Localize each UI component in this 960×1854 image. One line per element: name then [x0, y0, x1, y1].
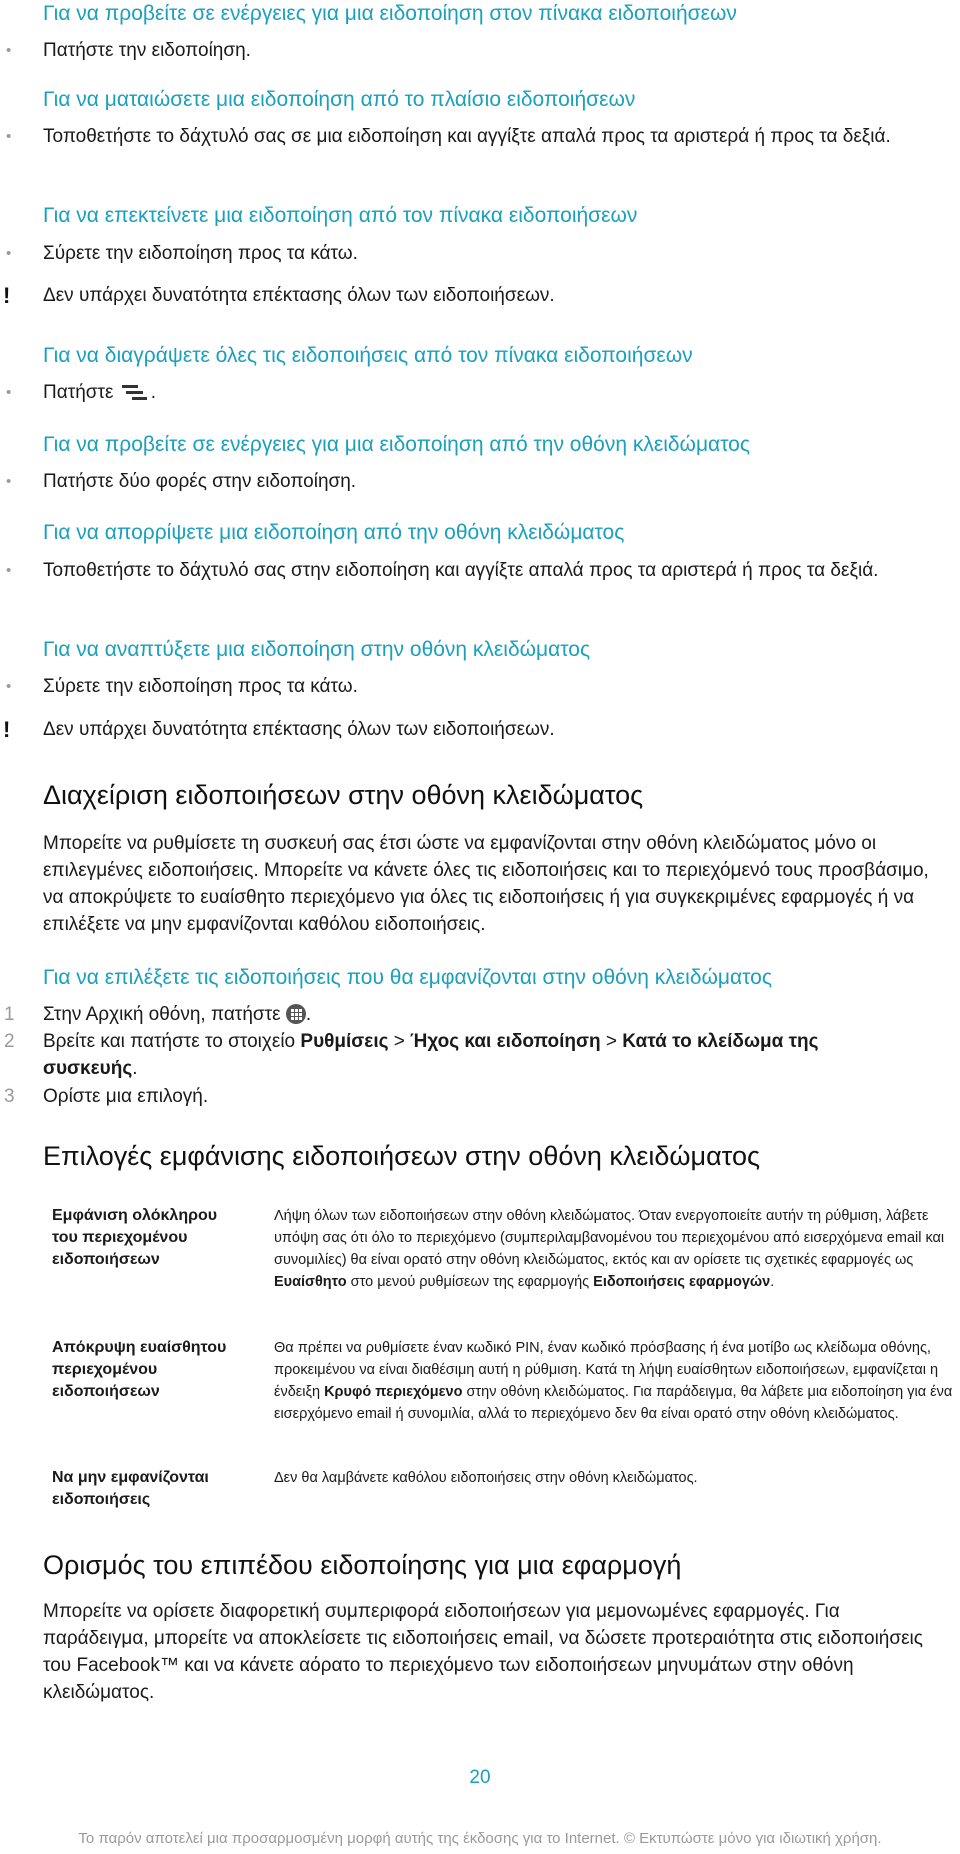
option-title: Απόκρυψη ευαίσθητου περιεχομένου ειδοποιήσεων [52, 1339, 227, 1400]
section-title: Για να επεκτείνετε μια ειδοποίηση από τον πίνακα ειδοποιήσεων [43, 204, 638, 227]
option-description: Θα πρέπει να ρυθμίσετε έναν κωδικό PIN, έναν κωδικό πρόσβασης ή ένα μοτίβο ως κλείδωμα οθόνης, προκειμένου να είναι διαθέσιμη αυτή η ρύθμιση. Κατά τη λήψη ευαίσθητων ειδοποιήσεων, εμφανίζεται η ένδειξη Κρυφό περιεχόμενο στην οθόνη κλειδώματος. Για παράδειγμα, θα λάβετε μια ειδοποίηση για ένα εισερχόμενο email ή συνομιλία, αλλά το περιεχόμενο δεν θα είναι ορατό στην οθόνη κλειδώματος. [274, 1340, 953, 1422]
bullet-item [6, 468, 943, 495]
section-title: Για να απορρίψετε μια ειδοποίηση από την οθόνη κλειδώματος [43, 521, 625, 544]
footer-note: Το παρόν αποτελεί μια προσαρμοσμένη μορφή αυτής της έκδοσης για το Internet. © Εκτυπώστε μόνο για ιδιωτική χρήση. [78, 1830, 882, 1847]
exclamation-icon: ! [3, 283, 11, 308]
bullet-item [6, 673, 943, 700]
bullet-marker: • [6, 128, 12, 145]
step-2: 2 Βρείτε και πατήστε το στοιχείο Ρυθμίσεις > Ήχος και ειδοποίηση > Κατά το κλείδωμα της συσκευής. [43, 1028, 823, 1082]
exclamation-icon: ! [3, 717, 11, 742]
bullet-text: Πατήστε δύο φορές στην ειδοποίηση. [43, 471, 357, 492]
step-number: 1 [4, 1004, 15, 1025]
bullet-marker: • [6, 678, 12, 695]
bullet-item [6, 37, 943, 64]
bullet-marker: • [6, 384, 12, 401]
bullet-marker: • [6, 245, 12, 262]
options-heading: Επιλογές εμφάνισης ειδοποιήσεων στην οθόνη κλειδώματος [43, 1141, 760, 1171]
note-text: Δεν υπάρχει δυνατότητα επέκτασης όλων των ειδοποιήσεων. [43, 285, 555, 306]
app-paragraph: Μπορείτε να ορίσετε διαφορετική συμπεριφορά ειδοποιήσεων για μεμονωμένες εφαρμογές. Για παράδειγμα, μπορείτε να αποκλείσετε τις ειδοποιήσεις email, να δώσετε προτεραιότητα στις ειδοποιήσεις του Facebook™ και να κάνετε αόρατο το περιεχόμενο των ειδοποιήσεων μηνυμάτων στην οθόνη κλειδώματος. [43, 1601, 923, 1703]
note-text: Δεν υπάρχει δυνατότητα επέκτασης όλων των ειδοποιήσεων. [43, 719, 555, 740]
bullet-item [6, 557, 943, 584]
bullet-marker: • [6, 473, 12, 490]
section-title: Για να ματαιώσετε μια ειδοποίηση από το πλαίσιο ειδοποιήσεων [43, 88, 636, 111]
note [3, 283, 555, 308]
page-number: 20 [469, 1767, 491, 1788]
bullet-text: Τοποθετήστε το δάχτυλό σας στην ειδοποίηση και αγγίξτε απαλά προς τα αριστερά ή προς τα δεξιά. [43, 560, 879, 581]
bullet-item: • Πατήστε . [43, 379, 943, 406]
bullet-marker: • [6, 42, 12, 59]
step-number: 3 [4, 1086, 15, 1107]
app-heading: Ορισμός του επιπέδου ειδοποίησης για μια εφαρμογή [43, 1550, 682, 1580]
apps-icon [286, 1004, 306, 1024]
note [3, 717, 555, 742]
bullet-item [6, 240, 943, 267]
bullet-item [6, 123, 943, 150]
option-description: Δεν θα λαμβάνετε καθόλου ειδοποιήσεις στην οθόνη κλειδώματος. [274, 1470, 698, 1486]
bullet-text: Πατήστε την ειδοποίηση. [43, 40, 251, 61]
section-title: Για να αναπτύξετε μια ειδοποίηση στην οθόνη κλειδώματος [43, 638, 591, 661]
step-1: 1 Στην Αρχική οθόνη, πατήστε . [43, 1001, 823, 1028]
bullet-marker: • [6, 562, 12, 579]
option-title: Εμφάνιση ολόκληρου του περιεχομένου ειδοποιήσεων [52, 1207, 218, 1268]
option-description: Λήψη όλων των ειδοποιήσεων στην οθόνη κλειδώματος. Όταν ενεργοποιείτε αυτήν τη ρύθμιση, λάβετε υπόψη σας ότι όλο το περιεχόμενο (συμπεριλαμβανομένου του περιεχομένου από εισερχόμενα email και συνομιλίες) θα είναι ορατό στην οθόνη κλειδώματος, εκτός και αν ορίσετε τις σχετικές εφαρμογές ως Ευαίσθητο στο μενού ρυθμίσεων της εφαρμογής Ειδοποιήσεις εφαρμογών. [274, 1208, 945, 1290]
section-title: Για να προβείτε σε ενέργειες για μια ειδοποίηση από την οθόνη κλειδώματος [43, 433, 750, 456]
lock-subtitle: Για να επιλέξετε τις ειδοποιήσεις που θα εμφανίζονται στην οθόνη κλειδώματος [43, 966, 772, 989]
bullet-text: Πατήστε [43, 382, 114, 403]
section-title: Για να διαγράψετε όλες τις ειδοποιήσεις από τον πίνακα ειδοποιήσεων [43, 344, 693, 367]
bullet-text: Τοποθετήστε το δάχτυλό σας σε μια ειδοποίηση και αγγίξτε απαλά προς τα αριστερά ή προς τα δεξιά. [43, 126, 891, 147]
lock-heading: Διαχείριση ειδοποιήσεων στην οθόνη κλειδώματος [43, 780, 644, 810]
lock-paragraph: Μπορείτε να ρυθμίσετε τη συσκευή σας έτσι ώστε να εμφανίζονται στην οθόνη κλειδώματος μόνο οι επιλεγμένες ειδοποιήσεις. Μπορείτε να κάνετε όλες τις ειδοποιήσεις και το περιεχόμενό τους προσβάσιμο, να αποκρύψετε το ευαίσθητο περιεχόμενο για όλες τις ειδοποιήσεις ή για συγκεκριμένες εφαρμογές ή να επιλέξετε να μην εμφανίζονται καθόλου ειδοποιήσεις. [43, 833, 929, 935]
step-3: 3 Ορίστε μια επιλογή. [43, 1083, 823, 1110]
bullet-text: Σύρετε την ειδοποίηση προς τα κάτω. [43, 676, 358, 697]
section-title: Για να προβείτε σε ενέργειες για μια ειδοποίηση στον πίνακα ειδοποιήσεων [43, 2, 737, 25]
bullet-text: Σύρετε την ειδοποίηση προς τα κάτω. [43, 243, 358, 264]
clear-all-icon [119, 382, 151, 402]
option-title: Να μην εμφανίζονται ειδοποιήσεις [52, 1469, 209, 1508]
step-number: 2 [4, 1031, 15, 1052]
